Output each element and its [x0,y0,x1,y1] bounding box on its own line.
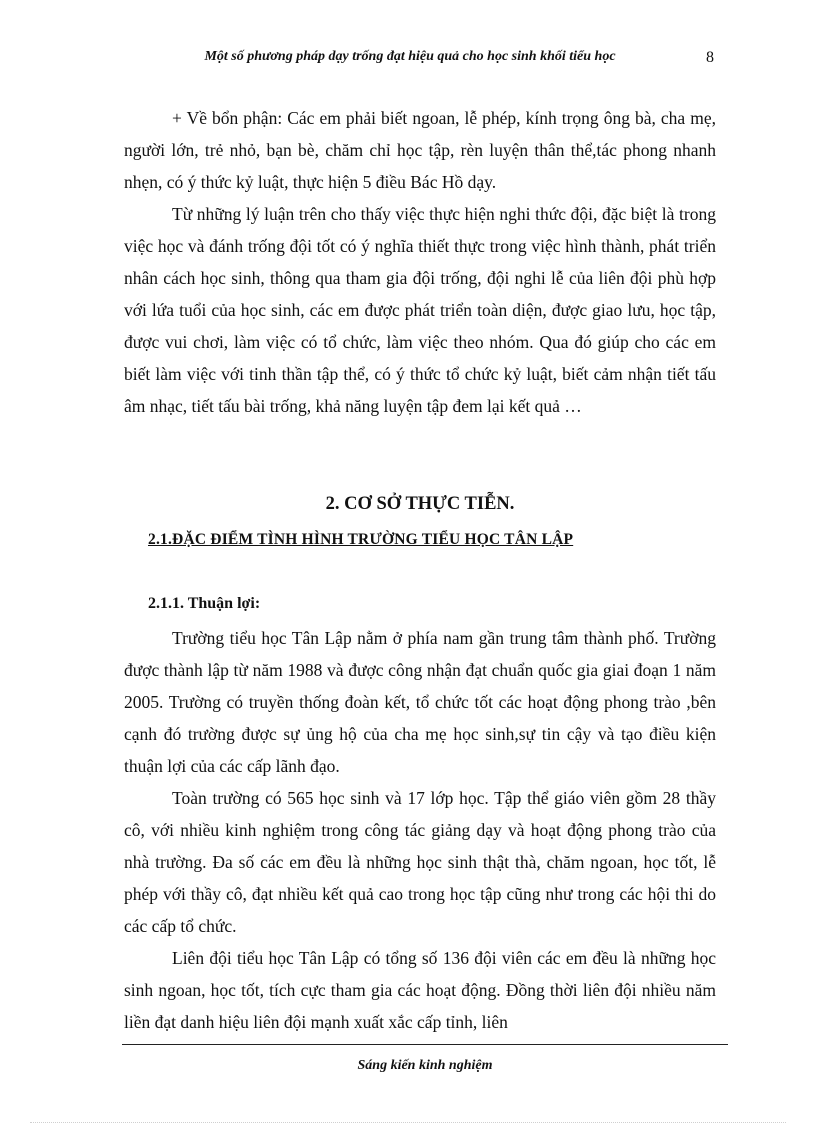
page-number: 8 [706,49,714,66]
duties-paragraph-block [124,102,716,198]
union-paragraph: Liên đội tiểu học Tân Lập có tổng số 136 đội viên các em đều là những học sinh ngoan, học tốt, tích cực tham gia các hoạt động. Đồng thời liên đội nhiều năm liền đạt danh hiệu liên đội mạnh xuất xắc cấp tỉnh, liên [124,948,716,1032]
section-heading: 2. CƠ SỞ THỰC TIỄN. [325,494,515,514]
theory-paragraph-block [124,198,716,422]
duties-paragraph: + Về bổn phận: Các em phải biết ngoan, lễ phép, kính trọng ông bà, cha mẹ, người lớn, trẻ nhỏ, bạn bè, chăm chỉ học tập, rèn luyện thân thể,tác phong nhanh nhẹn, có ý thức kỷ luật, thực hiện 5 điều Bác Hồ dạy. [124,108,716,192]
page-header-title: Một số phương pháp dạy trống đạt hiệu quả cho học sinh khối tiểu học [204,49,616,64]
theory-paragraph: Từ những lý luận trên cho thấy việc thực hiện nghi thức đội, đặc biệt là trong việc học và đánh trống đội tốt có ý nghĩa thiết thực trong việc hình thành, phát triển nhân cách học sinh, thông qua tham gia đội trống, đội nghi lễ của liên đội phù hợp với lứa tuổi của học sinh, các em được phát triển toàn diện, được giao lưu, học tập, được vui chơi, làm việc có tổ chức, làm việc theo nhóm. Qua đó giúp cho các em biết làm việc với tinh thần tập thể, có ý thức tổ chức kỷ luật, biết cảm nhận tiết tấu âm nhạc, tiết tấu bài trống, khả năng luyện tập đem lại kết quả … [124,204,716,416]
advantages-paragraph: Trường tiểu học Tân Lập nằm ở phía nam gần trung tâm thành phố. Trường được thành lập từ năm 1988 và được công nhận đạt chuẩn quốc gia giai đoạn 1 năm 2005. Trường có truyền thống đoàn kết, tổ chức tốt các hoạt động phong trào ,bên cạnh đó trường được sự ủng hộ của cha mẹ học sinh,sự tin cậy và tạo điều kiện thuận lợi của các cấp lãnh đạo. [124,628,716,776]
school-paragraph-block [124,782,716,942]
union-paragraph-block [124,942,716,1038]
page-footer-text: Sáng kiến kinh nghiệm [357,1058,493,1073]
subsection-heading: 2.1.ĐẶC ĐIỂM TÌNH HÌNH TRƯỜNG TIỂU HỌC TÂN LẬP [148,531,574,548]
advantages-paragraph-block [124,622,716,782]
subsubsection-heading: 2.1.1. Thuận lợi: [148,595,261,612]
school-paragraph: Toàn trường có 565 học sinh và 17 lớp học. Tập thể giáo viên gồm 28 thầy cô, với nhiều kinh nghiệm trong công tác giảng dạy và hoạt động phong trào của nhà trường. Đa số các em đều là những học sinh thật thà, chăm ngoan, học tốt, lễ phép với thầy cô, đạt nhiều kết quả cao trong học tập cũng như trong các hội thi do các cấp tổ chức. [124,788,716,936]
footer-divider [122,1044,728,1045]
